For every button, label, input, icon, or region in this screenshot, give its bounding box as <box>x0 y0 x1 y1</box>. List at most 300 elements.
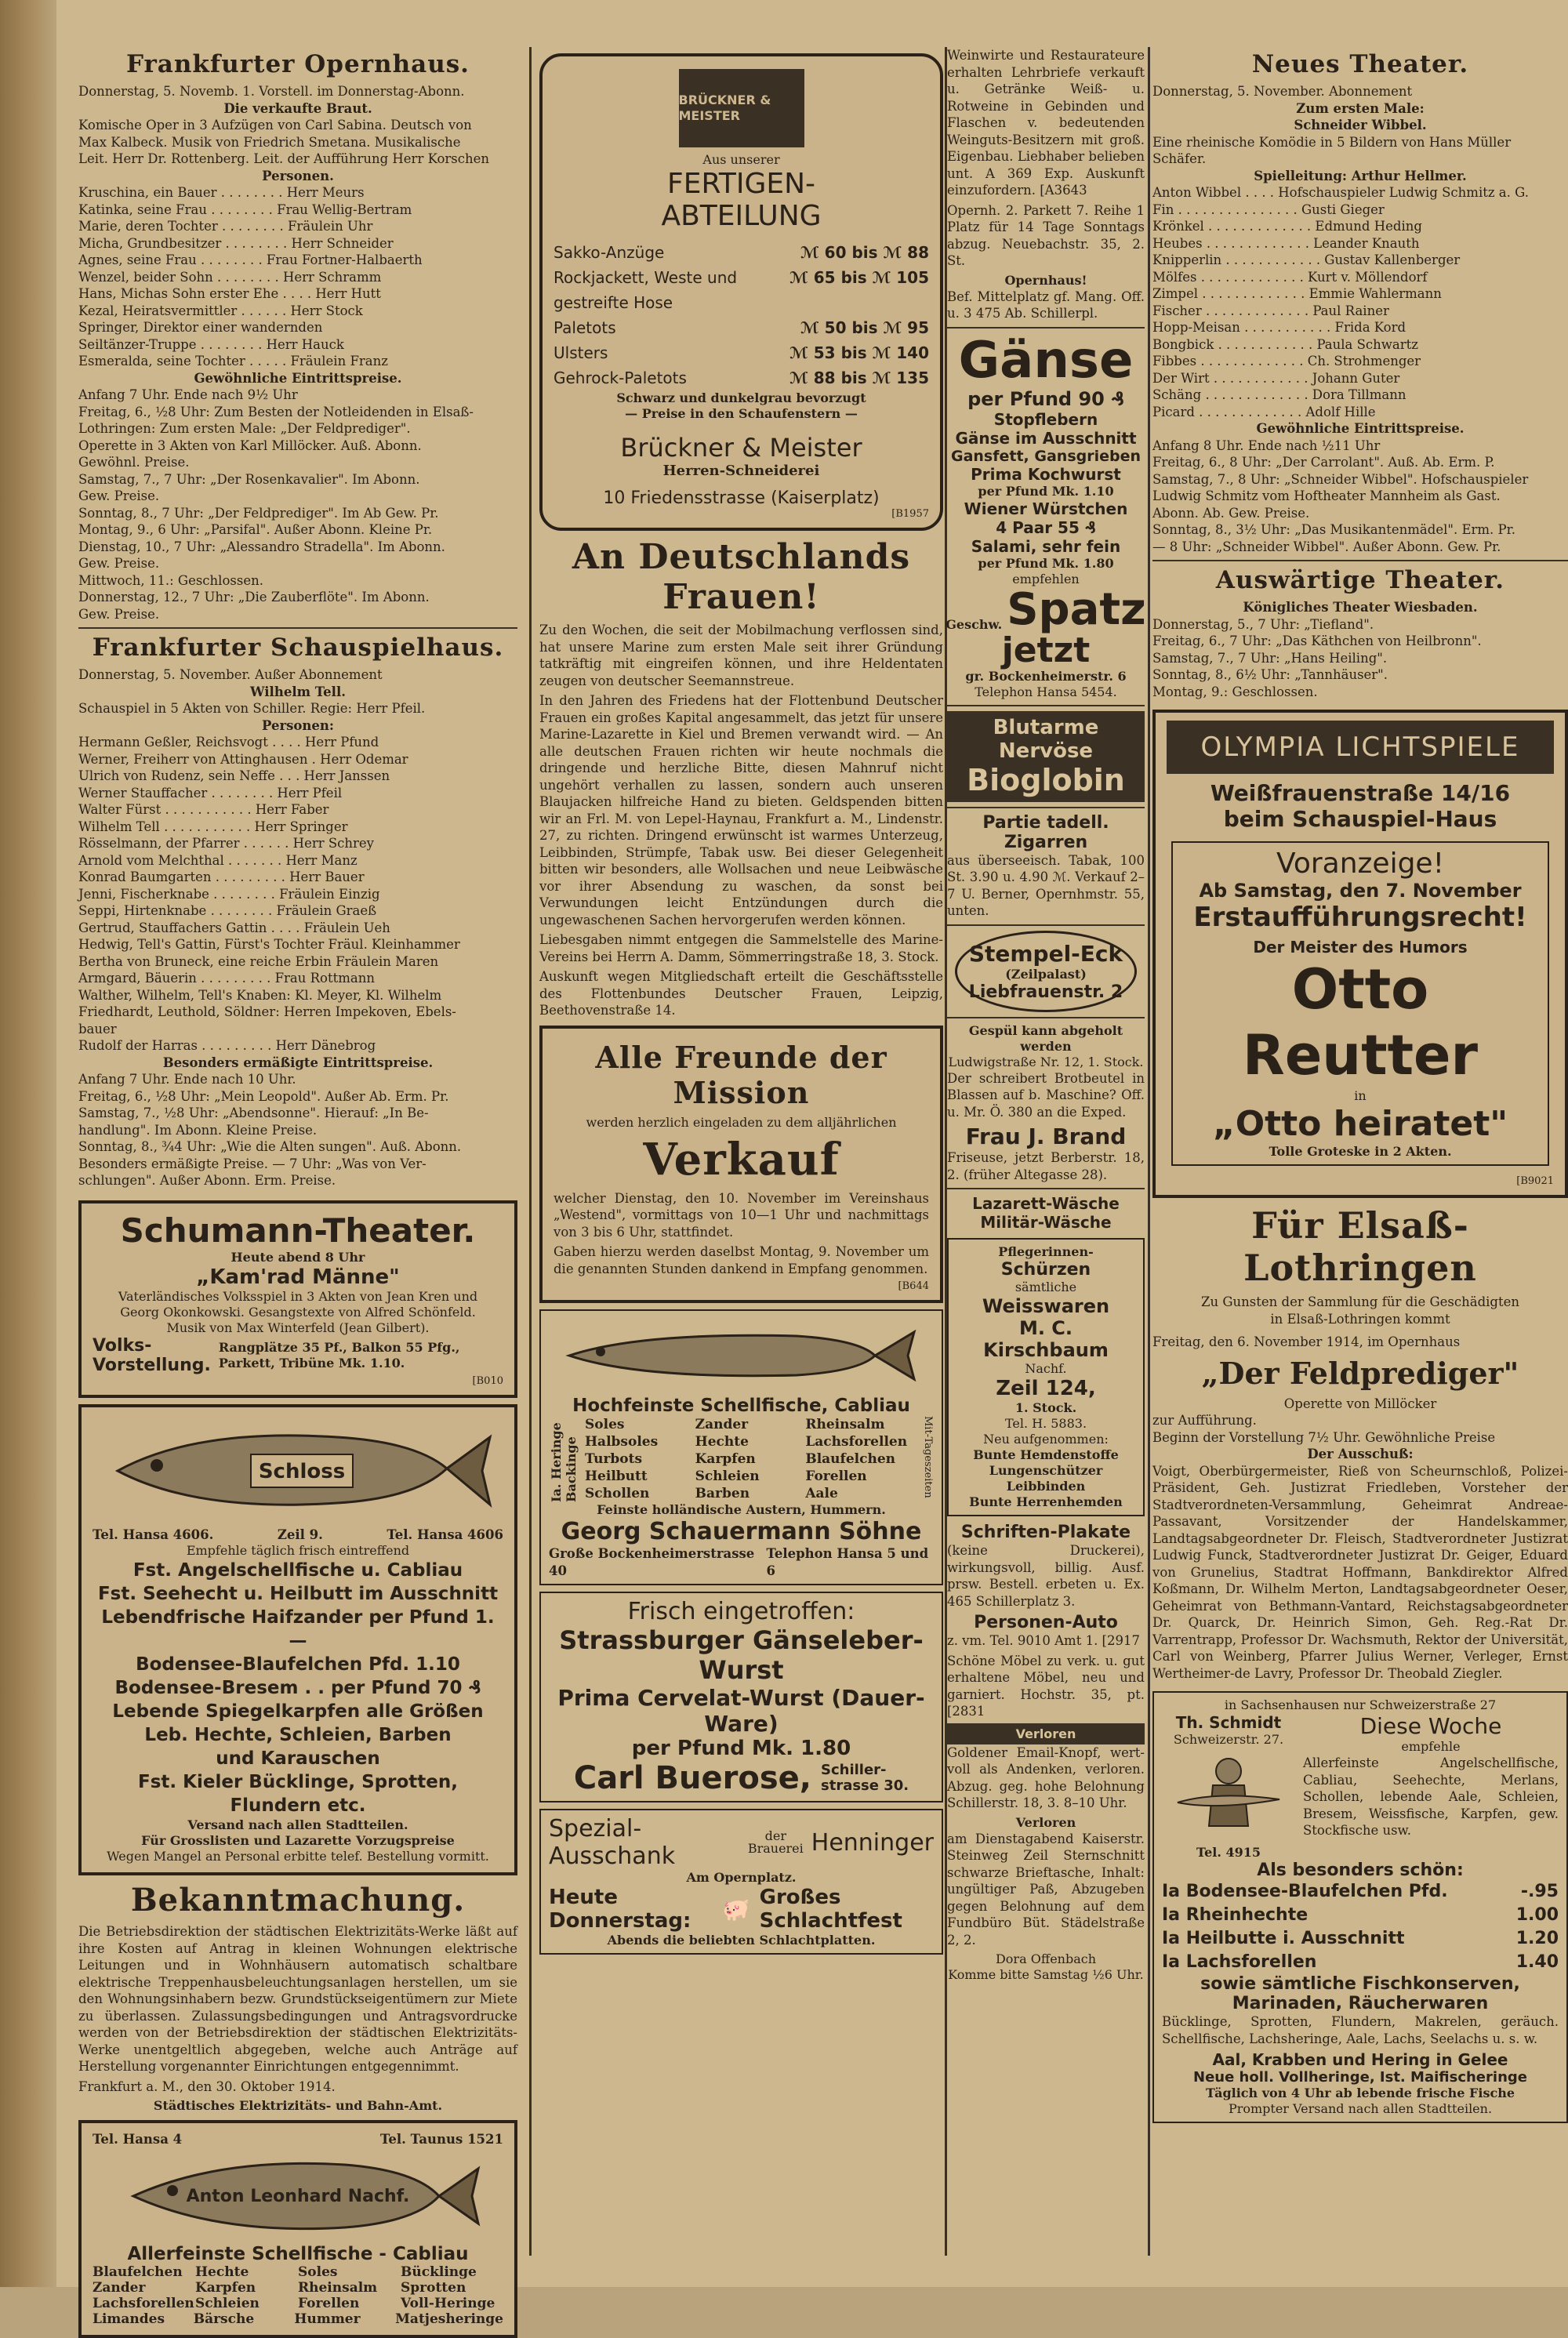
schmidt-item <box>1162 1880 1559 1904</box>
olympia-ad <box>1152 710 1568 1198</box>
olympia-address: Weißfrauenstraße 14/16 <box>1210 780 1511 806</box>
program-line: Fin . . . . . . . . . . . . . . . Gusti Gieger <box>1152 201 1385 217</box>
classified: am Dienstagabend Kaiserstr. Steinweg Zeil Sternschnitt schwarze Brieftasche, Inhalt: ungültiger Paß, Abzugeben gegen Belohnung auf dem Fundbüro Büt. Städelstraße 2, 2. <box>947 1831 1145 1948</box>
program-line: Esmeralda, seine Tochter . . . . . Fräulein Franz <box>78 354 388 368</box>
schauermann-grid <box>579 1416 922 1502</box>
olympia-first: Erstaufführungsrecht! <box>1193 902 1527 933</box>
program-line: Sonntag, 8., ¾4 Uhr: „Wie die Alten sungen". Auß. Abonn. <box>78 1139 462 1154</box>
elsass-line: Operette von Millöcker <box>1283 1396 1437 1411</box>
zigarren-head: Partie tadell. Zigarren <box>982 812 1109 852</box>
program-line: Bertha von Bruneck, eine reiche Erbin Fräulein Maren <box>78 953 439 969</box>
program-line: Anton Wibbel . . . . Hofschauspieler Ludwig Schmitz a. G. <box>1152 185 1529 200</box>
olympia-pre: Voranzeige! <box>1276 848 1444 880</box>
program-line: Gewöhnl. Preise. <box>78 455 190 470</box>
program-line: Konrad Baumgarten . . . . . . . . . Herr Bauer <box>78 869 365 884</box>
leonhard-cell: Voll-Heringe <box>401 2295 495 2311</box>
kirschbaum-line: Pflegerinnen- <box>998 1244 1094 1259</box>
spatz-address: gr. Bockenheimerstr. 6 <box>965 668 1127 684</box>
program-line: Montag, 9.: Geschlossen. <box>1152 684 1318 699</box>
schauermann-fish: Barben <box>695 1486 750 1501</box>
henninger-head: Spezial-Ausschank <box>549 1815 676 1870</box>
program-line: Max Kalbeck. Musik von Friedrich Smetana. Musikalische <box>78 134 461 150</box>
schauermann-fish: Soles <box>585 1417 625 1432</box>
gaense-price: per Pfund Mk. 1.80 <box>978 555 1114 571</box>
auswaert-program <box>1152 599 1568 700</box>
spatz-tel: Telephon Hansa 5454. <box>975 684 1117 699</box>
program-line: Jenni, Fischerknabe . . . . . . . . Fräulein Einzig <box>78 886 380 902</box>
program-line: Sonntag, 8., 3½ Uhr: „Das Musikantenmädel". Erm. Pr. <box>1152 522 1515 537</box>
schmidt-item-price: 1.20 <box>1515 1929 1559 1948</box>
program-line: Seppi, Hirtenknabe . . . . . . . . Fräulein Graeß <box>78 903 377 918</box>
schmidt-name: Th. Schmidt <box>1175 1713 1282 1732</box>
stempel-eck-ad <box>955 931 1137 1012</box>
henninger-today: Heute Donnerstag: <box>549 1886 691 1933</box>
schumann-title: Schumann-Theater. <box>120 1211 476 1250</box>
program-line: Rösselmann, der Pfarrer . . . . . . Herr Schrey <box>78 836 374 851</box>
brueckner-firm: Brückner & Meister <box>620 433 862 463</box>
schauermann-ad <box>539 1309 943 1585</box>
leonhard-cell: Matjesheringe <box>395 2311 503 2327</box>
elsass-heading: Für Elsaß-Lothringen <box>1243 1204 1477 1289</box>
schauermann-firm: Georg Schauermann Söhne <box>561 1518 922 1545</box>
leonhard-row <box>93 2264 503 2280</box>
classified: Bef. Mittelplatz gf. Mang. Off. u. 3 475 Ab. Schillerpl. <box>947 289 1145 321</box>
brueckner-note: — Preise in den Schaufenstern — <box>625 406 858 421</box>
schmidt-sub: Schweizerstr. 27. <box>1173 1732 1284 1747</box>
spatz-jetzt: jetzt <box>1001 630 1091 670</box>
henninger-word: der <box>764 1828 786 1843</box>
schauermann-fish: Rheinsalm <box>805 1417 885 1432</box>
schloss-note: Wegen Mangel an Personal erbitte telef. Bestellung vormitt. <box>107 1849 489 1864</box>
program-line: Hermann Geßler, Reichsvogt . . . . Herr Pfund <box>78 735 379 750</box>
kirschbaum-line: Lungenschützer <box>989 1463 1103 1478</box>
opera-program <box>78 83 517 623</box>
gaense-item: Gansfett, Gansgrieben <box>950 447 1142 465</box>
program-line: Fischer . . . . . . . . . . . . . Paul Rainer <box>1152 303 1389 318</box>
program-line: Freitag, 6., ½8 Uhr: „Mein Leopold". Außer Ab. Erm. Pr. <box>78 1088 449 1104</box>
brueckner-firm-sub: Herren-Schneiderei <box>662 463 820 479</box>
schumann-credit: Georg Okonkowski. Gesangstexte von Alfred Schönfeld. <box>120 1304 476 1320</box>
brueckner-item <box>554 240 929 265</box>
schauermann-fish: Lachsforellen <box>805 1434 908 1450</box>
program-line: Anfang 7 Uhr. Ende nach 9½ Uhr <box>78 387 298 402</box>
leonhard-cell: Bärsche <box>193 2311 255 2327</box>
kirschbaum-line: sämtliche <box>1014 1280 1077 1294</box>
frauen-paragraph: Auskunft wegen Mitgliedschaft erteilt die Geschäftsstelle des Flottenbundes Deutscher Frauen, Leipzig, Beethovenstraße 14. <box>539 969 943 1018</box>
schmidt-line: Aal, Krabben und Hering in Gelee <box>1212 2050 1508 2069</box>
olympia-genre: Tolle Groteske in 2 Akten. <box>1269 1144 1452 1159</box>
brueckner-item <box>554 365 929 390</box>
schmidt-fish-ad <box>1152 1691 1568 2123</box>
program-line: Friedhardt, Leuthold, Söldner: Herren Impekoven, Ebels- <box>78 1004 456 1019</box>
program-line: Leit. Herr Dr. Rottenberg. Leit. der Aufführung Herr Korschen <box>78 151 490 166</box>
classified: Ludwigstraße Nr. 12, 1. Stock. <box>948 1054 1144 1069</box>
program-line: Zimpel . . . . . . . . . . . . . Emmie Wahlermann <box>1152 286 1442 301</box>
schauermann-side: Mit-Tageszeiten <box>922 1416 934 1498</box>
mission-text: welcher Dienstag, den 10. November im Vereinshaus „Westend", vormittags von 10—1 Uhr und nachmittags von 3 bis 6 Uhr, stattfindet. <box>554 1190 929 1240</box>
classified: (keine Druckerei), wirkungsvoll, billig. Ausf. prsw. Bestell. erbeten u. Ex. 465 Schillerplatz 3. <box>947 1543 1145 1609</box>
schloss-item: Lebende Spiegelkarpfen alle Größen <box>112 1701 484 1722</box>
kirschbaum-line: Leibbinden <box>1006 1479 1086 1494</box>
gaense-item: Gänse im Ausschnitt <box>955 428 1137 448</box>
schauermann-fish: Hechte <box>695 1434 749 1450</box>
classified: Komme bitte Samstag ½6 Uhr. <box>948 1967 1144 1982</box>
fish-illustration <box>102 1420 494 1522</box>
schmidt-item-price: 1.40 <box>1515 1952 1559 1972</box>
schmidt-head: Diese Woche <box>1359 1713 1502 1739</box>
spatz-name: Spatz <box>1007 583 1146 635</box>
leonhard-fish-ad <box>78 2120 517 2338</box>
buerose-firm: Carl Buerose, <box>573 1760 811 1796</box>
program-line: Besonders ermäßigte Eintrittspreise. <box>162 1055 434 1070</box>
schmidt-empf: empfehle <box>1401 1739 1461 1754</box>
classified: Dora Offenbach <box>995 1951 1097 1966</box>
brueckner-item-price: ℳ 88 bis ℳ 135 <box>789 368 929 387</box>
brueckner-item-name: Sakko-Anzüge <box>554 243 665 262</box>
schmidt-more: Marinaden, Räucherwaren <box>1232 1994 1489 2013</box>
frauen-paragraph: Zu den Wochen, die seit der Mobilmachung verflossen sind, hat unsere Marine zum ersten Male seit ihrer Gründung tatkräftig mit eingreifen können, und ihre Heldentaten zeugen von deutscher Seemannstreue. <box>539 623 943 688</box>
program-line: Personen: <box>261 717 335 733</box>
divider <box>78 627 517 629</box>
leonhard-tel: Tel. Hansa 4 <box>93 2132 183 2147</box>
program-line: Seiltänzer-Truppe . . . . . . . . Herr Hauck <box>78 336 344 352</box>
schloss-sign: Schloss <box>258 1459 346 1483</box>
olympia-master: Der Meister des Humors <box>1253 938 1468 957</box>
program-line: Walter Fürst . . . . . . . . . . . Herr Faber <box>78 802 329 817</box>
schauermann-fish: Zander <box>695 1417 749 1432</box>
program-line: Lothringen: Zum ersten Male: „Der Feldprediger". <box>78 421 411 436</box>
column-1 <box>78 47 517 2327</box>
henninger-ad <box>539 1809 943 1955</box>
program-line: Arnold vom Melchthal . . . . . . . Herr Manz <box>78 852 358 868</box>
schauermann-fish: Forellen <box>805 1469 867 1484</box>
olympia-address: beim Schauspiel-Haus <box>1223 806 1497 832</box>
schauermann-address: Große Bockenheimerstrasse 40 <box>549 1546 755 1578</box>
bioglobin-line: Nervöse <box>998 739 1094 763</box>
program-line: Ulrich von Rudenz, sein Neffe . . . Herr Janssen <box>78 768 390 783</box>
schloss-intro: Empfehle täglich frisch eintreffend <box>186 1543 410 1558</box>
auto-head: Personen-Auto <box>974 1613 1118 1632</box>
program-line: Montag, 9., 6 Uhr: „Parsifal". Außer Abonn. Kleine Pr. <box>78 522 433 537</box>
leonhard-cell: Forellen <box>298 2295 360 2311</box>
program-line: Eine rheinische Komödie in 5 Bildern von Hans Müller <box>1152 134 1512 150</box>
leonhard-cell: Limandes <box>93 2311 165 2327</box>
volks-vorstellung: Volks-Vorstellung. <box>93 1335 211 1375</box>
program-line: Donnerstag, 12., 7 Uhr: „Die Zauberflöte". Im Abonn. <box>78 590 430 604</box>
program-line: Kruschina, ein Bauer . . . . . . . . Herr Meurs <box>78 185 365 200</box>
brueckner-logo <box>679 69 804 147</box>
gaense-price: per Pfund 90 ₰ <box>967 387 1124 410</box>
program-line: Anfang 7 Uhr. Ende nach 10 Uhr. <box>78 1072 296 1087</box>
program-line: Schäng . . . . . . . . . . . . . Dora Tillmann <box>1152 387 1406 402</box>
frauen-paragraph: In den Jahren des Friedens hat der Flottenbund Deutscher Frauen ein großes Kapital angesammelt, das jetzt für unsere Marine-Lazarette in Kiel und Bremen verwandt wird. — An alle deutschen Frauen richten wir heute nochmals die dringende und herzliche Bitte, diesen Mahnruf nicht ungehört verhallen zu lassen, sondern auch unseren Blaujacken hilfreiche Hand zu bieten. Geldspenden bitten wir an Frl. M. von Lepel-Haynau, Frankfurt a. M., Lindenstr. 27, zu richten. Dringend erwünscht ist warmes Unterzeug, Leibbinden, Strümpfe, Tabak usw. Bei dieser Gelegenheit bitten wir besonders, alle Wollsachen und neue Leibwäsche vor ihrer Absendung zu waschen, da sonst bei Verwundungen leicht Entzündungen durch die ungewaschenen Sachen hervorgerufen werden können. <box>539 693 943 928</box>
fisherman-illustration <box>1170 1748 1287 1842</box>
kirschbaum-ad <box>947 1238 1145 1516</box>
schloss-item: Bodensee-Blaufelchen Pfd. 1.10 <box>136 1654 460 1675</box>
kirschbaum-line: Weisswaren <box>982 1295 1110 1317</box>
henninger-foot: Abends die beliebten Schlachtplatten. <box>607 1933 876 1948</box>
verloren-head: Verloren <box>947 1723 1145 1744</box>
kirschbaum-name: M. C. Kirschbaum <box>983 1317 1109 1361</box>
program-line: Anfang 8 Uhr. Ende nach ½11 Uhr <box>1152 437 1381 453</box>
program-line: Bongbick . . . . . . . . . . . . Paula Schwartz <box>1152 336 1418 352</box>
frauen-heading: An Deutschlands Frauen! <box>572 537 911 617</box>
schauermann-fish: Heilbutt <box>585 1469 648 1484</box>
classified: Der schreibert Brotbeutel in Blassen auf b. Maschine? Off. u. Mr. Ö. 380 an die Exped. <box>947 1070 1145 1120</box>
buerose-ad <box>539 1592 943 1803</box>
kirschbaum-line: Nachf. <box>1025 1361 1067 1376</box>
schloss-items <box>93 1559 503 1817</box>
kirschbaum-line: Neu aufgenommen: <box>983 1432 1109 1447</box>
brueckner-note: Schwarz und dunkelgrau bevorzugt <box>616 390 866 405</box>
program-line: handlung". Im Abonn. Kleine Preise. <box>78 1122 318 1138</box>
program-line: Armgard, Bäuerin . . . . . . . . . Frau Rottmann <box>78 971 375 986</box>
frauen-paragraph: Liebesgaben nimmt entgegen die Sammelstelle des Marine-Vereins bei Herrn A. Damm, Sömmerringstraße 18, 3. Stock. <box>539 932 943 964</box>
ad-ref: [B010 <box>472 1374 503 1387</box>
schloss-item: Bodensee-Bresem . . per Pfund 70 ₰ <box>114 1678 481 1698</box>
schloss-tel: Tel. Hansa 4606. <box>93 1527 214 1542</box>
program-line: Katinka, seine Frau . . . . . . . . Frau Wellig-Bertram <box>78 201 412 217</box>
lazarett-head: Lazarett-Wäsche Militär-Wäsche <box>972 1194 1120 1232</box>
schauermann-tel: Telephon Hansa 5 und 6 <box>766 1546 929 1578</box>
schloss-fish-ad <box>78 1404 517 1876</box>
bioglobin-ad <box>947 711 1145 802</box>
gaense-item: Stopflebern <box>993 409 1098 429</box>
program-line: Ludwig Schmitz vom Hoftheater Mannheim als Gast. <box>1152 488 1501 503</box>
leonhard-list <box>93 2264 503 2327</box>
schloss-note: Für Grosslisten und Lazarette Vorzugspreise <box>141 1833 455 1848</box>
leonhard-cell: Soles <box>298 2264 338 2280</box>
leonhard-cell: Schleien <box>195 2295 260 2311</box>
program-line: Schauspiel in 5 Akten von Schiller. Regie: Herr Pfeil. <box>78 701 426 716</box>
leonhard-cell: Hechte <box>195 2264 249 2280</box>
program-line: Samstag, 7., 7 Uhr: „Hans Heiling". <box>1152 650 1388 666</box>
leonhard-tel: Tel. Taunus 1521 <box>380 2132 503 2147</box>
gaense-price: 4 Paar 55 ₰ <box>996 517 1096 537</box>
program-line: Gew. Preise. <box>78 488 160 503</box>
schmidt-item-name: Ia Rheinhechte <box>1162 1905 1308 1925</box>
brueckner-head: ABTEILUNG <box>661 200 822 232</box>
program-line: Personen. <box>262 168 334 183</box>
column-rule <box>529 47 532 2256</box>
schmidt-top: in Sachsenhausen nur Schweizerstraße 27 <box>1224 1697 1497 1712</box>
bioglobin-name: Bioglobin <box>967 762 1125 797</box>
opera-heading: Frankfurter Opernhaus. <box>126 50 470 78</box>
schmidt-special: Als besonders schön: <box>1257 1861 1464 1880</box>
olympia-sign: OLYMPIA LICHTSPIELE <box>1167 721 1554 774</box>
schmidt-item-name: Ia Bodensee-Blaufelchen Pfd. <box>1162 1882 1448 1901</box>
schloss-item: Fst. Seehecht u. Heilbutt im Ausschnitt <box>97 1584 499 1604</box>
classified: z. vm. Tel. 9010 Amt 1. [2917 <box>947 1633 1140 1648</box>
kirschbaum-addr: Zeil 124, <box>996 1377 1096 1400</box>
schauermann-fish: Aale <box>805 1486 838 1501</box>
program-line: Donnerstag, 5., 7 Uhr: „Tiefland". <box>1152 616 1374 632</box>
program-line: — 8 Uhr: „Schneider Wibbel". Außer Abonn. Gew. Pr. <box>1152 539 1501 554</box>
brueckner-address: 10 Friedensstrasse (Kaiserplatz) <box>603 488 880 508</box>
program-line: Gertrud, Stauffachers Gattin . . . . Fräulein Ueh <box>78 920 390 935</box>
program-line: Donnerstag, 5. November. Abonnement <box>1152 84 1413 99</box>
program-line: Rudolf der Harras . . . . . . . . . Herr Dänebrog <box>78 1038 376 1053</box>
brand-text: Friseuse, jetzt Berberstr. 18, 2. (früher Altegasse 28). <box>947 1150 1145 1182</box>
neues-theater-program <box>1152 83 1568 555</box>
kirschbaum-line: Bunte Herrenhemden <box>969 1494 1123 1509</box>
program-line: schlungen". Außer Abonn. Erm. Preise. <box>78 1173 336 1188</box>
program-line: Wenzel, beider Sohn . . . . . . . . Herr Schramm <box>78 269 382 285</box>
stempel-line: Liebfrauenstr. 2 <box>968 982 1123 1002</box>
schumann-show: „Kam'rad Männe" <box>196 1265 400 1289</box>
auswaert-heading: Auswärtige Theater. <box>1215 566 1505 594</box>
leonhard-cell: Blaufelchen <box>93 2264 183 2280</box>
fish-illustration <box>110 2153 486 2239</box>
program-line: Freitag, 6., ½8 Uhr: Zum Besten der Notleidenden in Elsaß- <box>78 404 474 419</box>
schmidt-item <box>1162 1904 1559 1927</box>
program-line: Die verkaufte Braut. <box>223 100 372 116</box>
classified: Opernh. 2. Parkett 7. Reihe 1 Platz für 14 Tage Sonntags abzug. Neuebachstr. 35, 2. St. <box>947 202 1145 268</box>
column-3 <box>947 47 1145 2287</box>
schmidt-item-name: Ia Heilbutte i. Ausschnitt <box>1162 1929 1405 1948</box>
schumann-credit: Musik von Max Winterfeld (Jean Gilbert). <box>166 1320 430 1335</box>
program-line: Wilhelm Tell. <box>250 684 346 699</box>
program-line: Sonntag, 8., 6½ Uhr: „Tannhäuser". <box>1152 667 1388 682</box>
schmidt-text: Allerfeinste Angelschellfische, Cabliau, Seehechte, Merlans, Schollen, lebende Aale, Schleien, Bresem, Weissfische, Karpfen, gew. Stockfische usw. <box>1303 1755 1559 1838</box>
program-line: Operette in 3 Akten von Karl Millöcker. Auß. Abonn. <box>78 437 422 453</box>
leonhard-row <box>93 2296 503 2311</box>
leonhard-cell: Sprotten <box>401 2279 466 2296</box>
program-line: Heubes . . . . . . . . . . . . . Leander Knauth <box>1152 235 1420 251</box>
leonhard-cell: Zander <box>93 2279 146 2296</box>
schauermann-line: Feinste holländische Austern, Hummern. <box>597 1502 886 1517</box>
program-line: Der Wirt . . . . . . . . . . . . Johann Guter <box>1152 370 1400 386</box>
kirschbaum-tel: Tel. H. 5883. <box>1004 1416 1087 1431</box>
brueckner-item-price: ℳ 50 bis ℳ 95 <box>800 318 929 337</box>
schumann-prices: Rangplätze 35 Pf., Balkon 55 Pfg., Parkett, Tribüne Mk. 1.10. <box>218 1339 460 1370</box>
elsass-line: Beginn der Vorstellung 7½ Uhr. Gewöhnliche Preise <box>1152 1429 1496 1445</box>
neues-theater-heading: Neues Theater. <box>1251 50 1469 78</box>
program-line: Besonders ermäßigte Preise. — 7 Uhr: „Was von Ver- <box>78 1156 426 1171</box>
schmidt-more: Bücklinge, Sprotten, Flundern, Makrelen, geräuch. Schellfische, Lachsheringe, Aale, Lachs, Seelachs u. s. w. <box>1162 2014 1559 2046</box>
program-line: Komische Oper in 3 Aufzügen von Carl Sabina. Deutsch von <box>78 118 472 133</box>
olympia-name: Otto Reutter <box>1242 957 1479 1087</box>
henninger-word: Brauerei <box>747 1841 804 1856</box>
schmidt-line: Neue holl. Vollheringe, Ist. Maifischeringe <box>1193 2069 1527 2086</box>
henninger-place: Am Opernplatz. <box>686 1870 797 1885</box>
schauspiel-program <box>78 666 517 1189</box>
program-line: Samstag, 7., 7 Uhr: „Der Rosenkavalier". Im Abonn. <box>78 471 420 487</box>
program-line: Donnerstag, 5. November. Außer Abonnement <box>78 667 383 682</box>
schloss-item: Fst. Angelschellfische u. Cabliau <box>132 1560 463 1581</box>
schmidt-foot: Prompter Versand nach allen Stadtteilen. <box>1228 2101 1493 2116</box>
leonhard-sign: Anton Leonhard Nachf. <box>186 2186 410 2206</box>
brand-name: Frau J. Brand <box>965 1124 1127 1149</box>
buerose-head: Frisch eingetroffen: <box>627 1598 855 1625</box>
schmidt-item <box>1162 1927 1559 1951</box>
olympia-in: in <box>1354 1088 1367 1103</box>
program-line: Mölfes . . . . . . . . . . . . . Kurt v. Möllendorf <box>1152 269 1428 285</box>
olympia-show: „Otto heiratet" <box>1212 1104 1508 1144</box>
brueckner-item-name: Paletots <box>554 318 616 337</box>
schloss-item: und Karauschen <box>216 1748 380 1769</box>
kirschbaum-line: 1. Stock. <box>1014 1400 1077 1415</box>
schauermann-side: Ia. Heringe <box>549 1422 564 1502</box>
schmidt-more: sowie sämtliche Fischkonserven, <box>1200 1974 1520 1994</box>
brueckner-item-price: ℳ 60 bis ℳ 88 <box>800 243 929 262</box>
program-line: Zum ersten Male: <box>1296 100 1425 116</box>
program-line: Gew. Preise. <box>78 606 160 622</box>
classified-head: Gespül kann abgeholt werden <box>968 1022 1123 1054</box>
kirschbaum-line: Bunte Hemdenstoffe <box>973 1447 1119 1462</box>
program-line: Picard . . . . . . . . . . . . . Adolf Hille <box>1152 404 1376 419</box>
stempel-line: (Zeilpalast) <box>1005 966 1087 982</box>
schauermann-fish: Halbsoles <box>585 1434 659 1450</box>
schauspiel-heading: Frankfurter Schauspielhaus. <box>92 634 504 662</box>
classified-head: Verloren <box>1015 1814 1076 1830</box>
olympia-date: Ab Samstag, den 7. November <box>1199 880 1522 902</box>
schmidt-item-name: Ia Lachsforellen <box>1162 1952 1317 1972</box>
ad-ref: [B9021 <box>1516 1175 1554 1187</box>
brueckner-item-price: ℳ 53 bis ℳ 140 <box>789 343 929 362</box>
buerose-item: Strassburger Gänseleber-Wurst <box>559 1625 924 1685</box>
ad-ref: [B1957 <box>891 508 929 520</box>
program-line: Gewöhnliche Eintrittspreise. <box>1256 421 1465 436</box>
schloss-address: Zeil 9. <box>277 1527 323 1542</box>
program-line: Mittwoch, 11.: Geschlossen. <box>78 572 263 588</box>
program-line: Hedwig, Tell's Gattin, Fürst's Tochter Fräul. Kleinhammer <box>78 937 460 952</box>
brueckner-tag: Aus unserer <box>702 152 780 167</box>
program-line: Hopp-Meisan . . . . . . . . . . . Frida Kord <box>1152 320 1406 335</box>
schauermann-fish: Blaufelchen <box>805 1451 896 1467</box>
brueckner-head: FERTIGEN- <box>666 168 816 200</box>
program-line: Kezal, Heiratsvermittler . . . . . . Herr Stock <box>78 303 363 318</box>
schmidt-item <box>1162 1951 1559 1974</box>
program-line: Knipperlin . . . . . . . . . . . . Gustav Kallenberger <box>1152 252 1461 267</box>
gaense-title: Gänse <box>958 331 1134 390</box>
schmidt-tel: Tel. 4915 <box>1196 1845 1261 1860</box>
classified: Weinwirte und Restaurateure erhalten Lehrbriefe verkauft u. Getränke Weiß- u. Rotweine in Gebinden und Flaschen v. bedeutenden Weinguts-Besitzern mit groß. Eigenbau. Liebhaber belieben unt. A 369 Exp. Auskunft einzufordern. [A3643 <box>947 48 1145 198</box>
schloss-tel: Tel. Hansa 4606 <box>387 1527 503 1542</box>
elsass-committee: Voigt, Oberbürgermeister, Rieß von Scheurnschloß, Polizei-Präsident, Geh. Justizrat Friedleben, Vorsteher der Stadtverordneten-Versammlung, Geheimrat Andreae-Passavant, Vorsitzender der Handelskammer, Landtagsabgeordneter Dr. Fleisch, Stadtverordneter Justizrat Ludwig Funck, Stadtverordneter Justizrat Dr. Geiger, Eduard von Grunelius, Stadtrat Hoffmann, Bankdirektor Alfred Koßmann, Dr. Wilhelm Merton, Landtagsabgeordneter Oeser, Geheimrat von Bethmann-Vantard, Reichstagsabgeordneter Dr. Quarck, Dr. Heinrich Simon, Geh. Reg.-Rat Dr. Varrentrapp, Professor Dr. Wachsmuth, Rektor der Universität, Carl von Weinberg, Pfarrer Julius Werner, Verleger, Ernst Wertheimer-de Lavry, Professor Dr. Theobald Ziegler. <box>1152 1463 1568 1681</box>
program-line: Walther, Wilhelm, Tell's Knaben: Kl. Meyer, Kl. Wilhelm <box>78 987 442 1003</box>
brueckner-item <box>554 265 929 315</box>
mission-heading: Alle Freunde der Mission <box>595 1039 887 1110</box>
program-line: Spielleitung: Arthur Hellmer. <box>1254 168 1467 183</box>
buerose-item: Prima Cervelat-Wurst (Dauer-Ware) <box>557 1685 925 1737</box>
elsass-line: Der Ausschuß: <box>1307 1447 1414 1461</box>
elsass-show: „Der Feldprediger" <box>1201 1355 1519 1391</box>
page-binding <box>0 0 56 2287</box>
program-line: Schäfer. <box>1152 151 1207 166</box>
brueckner-item <box>554 340 929 365</box>
program-line: Marie, deren Tochter . . . . . . . . Fräulein Uhr <box>78 219 373 234</box>
schauermann-head: Hochfeinste Schellfische, Cabliau <box>572 1396 910 1416</box>
bekanntmachung-date: Frankfurt a. M., den 30. Oktober 1914. <box>78 2078 336 2094</box>
brueckner-item-name: Gehrock-Paletots <box>554 368 687 387</box>
spatz-pre: Geschw. <box>946 616 1003 632</box>
program-line: Freitag, 6., 7 Uhr: „Das Käthchen von Heilbronn". <box>1152 634 1482 648</box>
brueckner-logo-text: BRÜCKNER & MEISTER <box>678 93 771 123</box>
brueckner-ad <box>539 53 943 531</box>
leonhard-cell: Lachsforellen <box>93 2295 194 2311</box>
bekanntmachung-sign: Städtisches Elektrizitäts- und Bahn-Amt. <box>153 2098 443 2113</box>
leonhard-cell: Karpfen <box>195 2279 256 2296</box>
schmidt-item-price: -.95 <box>1520 1882 1559 1901</box>
schauermann-fish: Schollen <box>585 1486 650 1501</box>
schloss-item: Fst. Kieler Bücklinge, Sprotten, Flundern etc. <box>138 1772 458 1816</box>
program-line: Wilhelm Tell . . . . . . . . . . . Herr Springer <box>78 819 348 834</box>
program-line: Werner, Freiherr von Attinghausen . Herr Odemar <box>78 751 408 767</box>
gaense-item: Wiener Würstchen <box>964 499 1128 518</box>
henninger-brewery: Henninger <box>811 1828 934 1857</box>
leonhard-head: Allerfeinste Schellfische - Cabliau <box>127 2243 469 2264</box>
